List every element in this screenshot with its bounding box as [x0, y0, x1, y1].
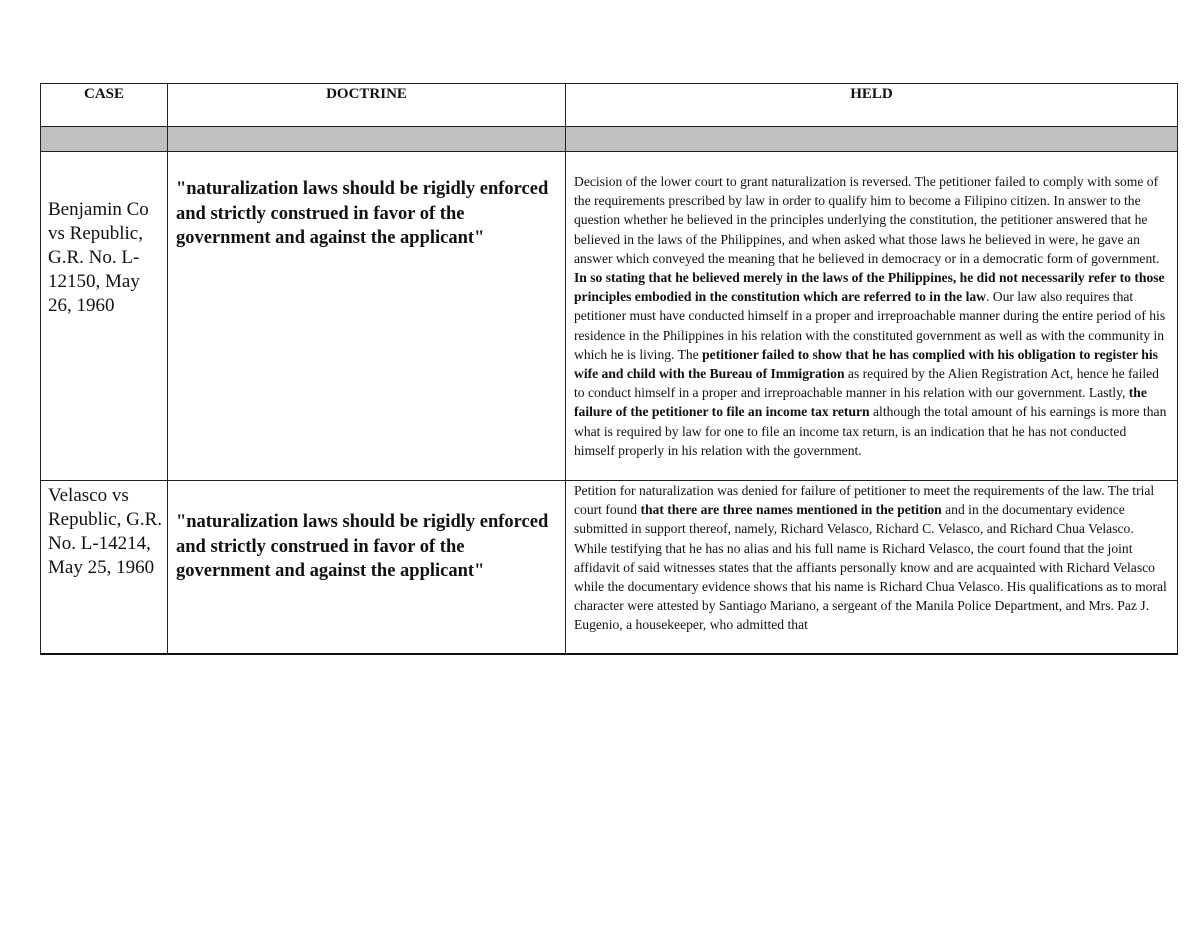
- held-text-segment: although the total amount of his earnings is more than what is required by law for one to file an income tax return, is an indication that he has not conducted himself properly in his relation with the government.: [574, 404, 1167, 458]
- shaded-separator-row: [41, 127, 1178, 152]
- header-row: [41, 84, 1178, 127]
- held-text-segment: . Our law also requires that petitioner must have conducted himself in a proper and irreproachable manner during the entire period of his residence in the Philippines in his relation with the constituted government as well as with the community in which he is living. The: [574, 289, 1166, 362]
- doctrine-cell: "naturalization laws should be rigidly enforced and strictly construed in favor of the government and against the applicant": [168, 152, 566, 481]
- held-emphasis: petitioner failed to show that he has complied with his obligation to register his wife and child with the Bureau of Immigration: [574, 346, 1158, 382]
- case-cell: Benjamin Co vs Republic, G.R. No. L-12150, May 26, 1960: [41, 152, 168, 481]
- held-cell: [566, 152, 1178, 481]
- held-emphasis: In so stating that he believed merely in the laws of the Philippines, he did not necessarily refer to those principles embodied in the constitution which are referred to in the law: [574, 270, 1165, 305]
- held-emphasis: that there are three names mentioned in the petition: [640, 502, 942, 518]
- table-row: [41, 152, 1178, 481]
- header-held: HELD: [566, 84, 1178, 127]
- shaded-cell: [41, 127, 168, 152]
- header-case: CASE: [41, 84, 168, 127]
- held-text-segment: Petition for naturalization was denied for failure of petitioner to meet the requirements of the law. The trial court found: [574, 483, 1155, 518]
- held-text-segment: and in the documentary evidence submitted in support thereof, namely, Richard Velasco, Richard C. Velasco, and Richard Chua Velasco. While testifying that he has no alias and his full name is Richard Velasco, the court found that the joint affidavit of said witnesses states that the affiants personally know and are acquainted with Richard Velasco while the documentary evidence shows that his name is Richard Chua Velasco. His qualifications as to moral character were attested by Santiago Mariano, a sergeant of the Manila Police Department, and Mrs. Paz J. Eugenio, a housekeeper, who admitted that: [574, 502, 1167, 633]
- case-cell: Velasco vs Republic, G.R. No. L-14214, May 25, 1960: [41, 481, 168, 655]
- held-text-segment: Decision of the lower court to grant naturalization is reversed. The petitioner failed to comply with some of the requirements prescribed by law in order to qualify him to become a Filipino citizen. In answer to the question whether he believed in the principles underlying the constitution, the petitioner answered that he believed in the laws of the Philippines, and when asked what those laws he believed in were, he gave an answer which conveyed the meaning that he believed in democracy or in a democratic form of government.: [574, 174, 1160, 266]
- held-emphasis: the failure of the petitioner to file an income tax return: [574, 385, 1147, 420]
- held-text: [574, 481, 1169, 653]
- header-doctrine: DOCTRINE: [168, 84, 566, 127]
- held-text-segment: as required by the Alien Registration Act, hence he failed to conduct himself in a proper and irreproachable manner in his relation with our government. Lastly,: [574, 366, 1159, 401]
- shaded-cell: [168, 127, 566, 152]
- shaded-cell: [566, 127, 1178, 152]
- held-cell: [566, 481, 1178, 655]
- case-digest-table: [40, 83, 1178, 655]
- doctrine-cell: "naturalization laws should be rigidly enforced and strictly construed in favor of the government and against the applicant": [168, 481, 566, 655]
- table-row: [41, 481, 1178, 655]
